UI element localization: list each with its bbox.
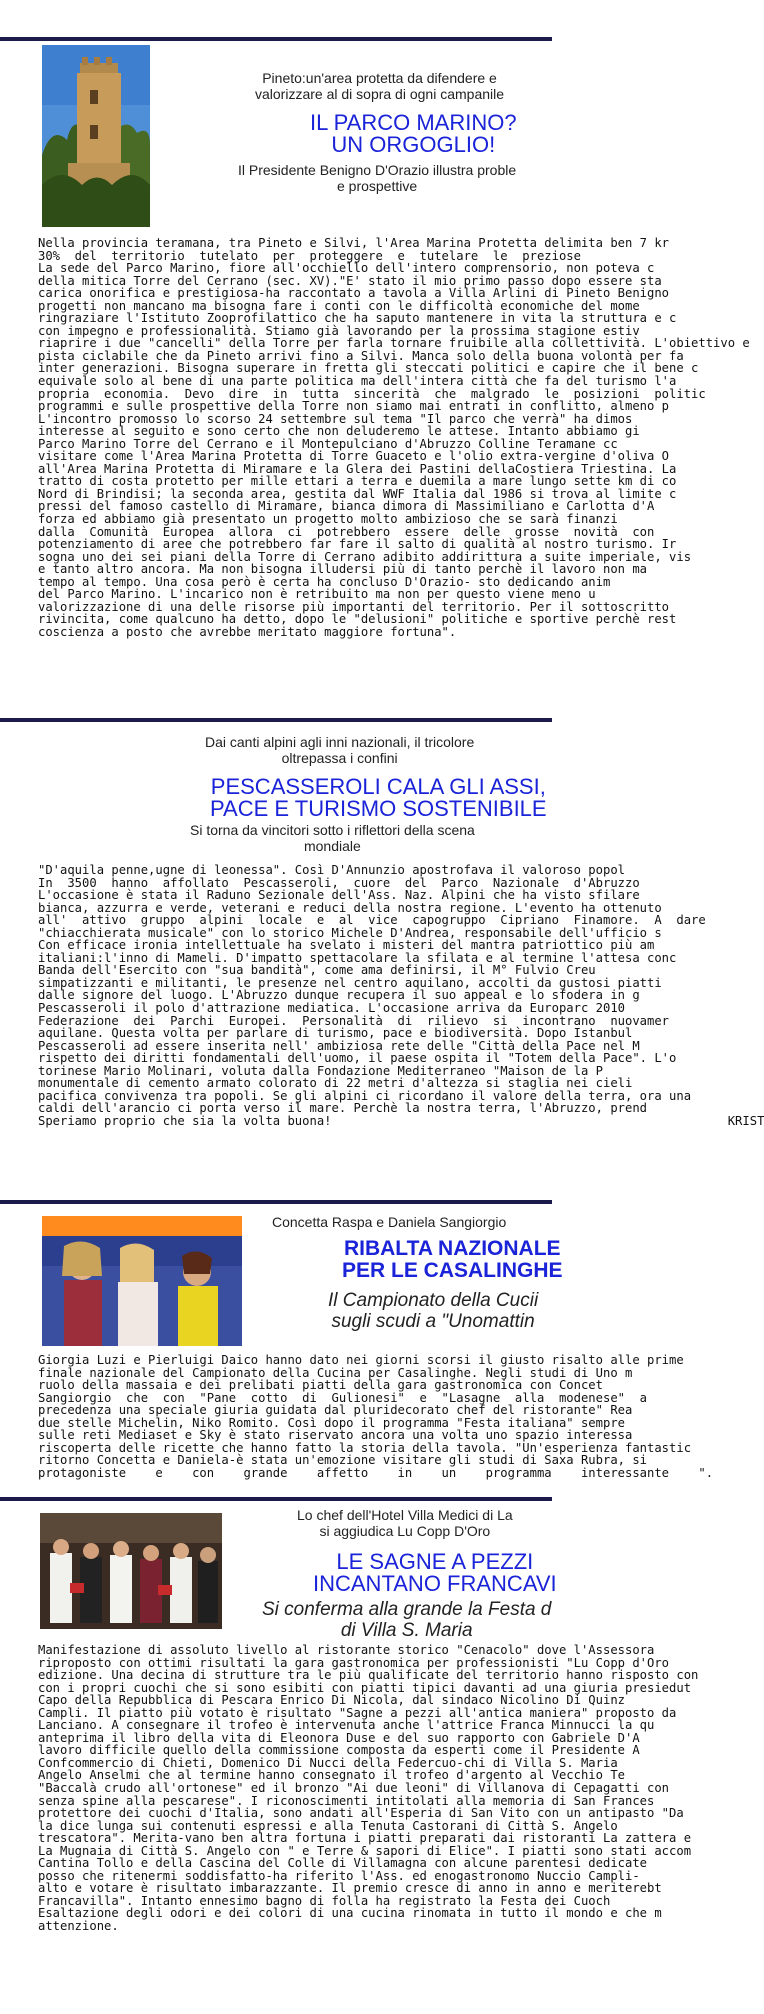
article-kicker: Dai canti alpini agli inni nazionali, il tricolore oltrepassa i confini — [205, 734, 475, 766]
chefs-photo — [40, 1513, 222, 1629]
article-parco-marino — [0, 0, 750, 700]
article-body: Giorgia Luzi e Pierluigi Daico hanno dato nei giorni scorsi il giusto risalto alle prime finale nazionale del Campionato della Cucina per Casalinghe. Negli studi di Uno m ruolo della massaia e dei prelibati piatti della gara gastronomica con Concet Sangiorgio che con "Pane cotto di Gulionesi" e "Lasagne alla modenese" a precedenza una speciale giuria guidata dal pluridecorato chef del ristorante" Rea due stelle Michelin, Niko Romito. Così dopo il programma "Festa italiana" sempre sulle reti Mediaset e Sky è stato riservato ancora una volta uno spazio interessa riscoperta delle ricette che hanno fatto la storia della tavola. "Un'esperienza fantastic ritorno Concetta e Daniela-è stata un'emozione visitare gli studi di Saxa Rubra, si protagoniste e con grande affetto in un programma interessante ". — [38, 1353, 714, 1480]
article-casalinghe — [0, 1202, 714, 1502]
article-kicker: Pineto:un'area protetta da difendere e valorizzare al di sopra di ogni campanile — [255, 70, 505, 102]
article-subtitle: Si torna da vincitori sotto i riflettori della scena mondiale — [190, 822, 475, 854]
tower-photo — [42, 45, 150, 227]
article-body: Nella provincia teramana, tra Pineto e Silvi, l'Area Marina Protetta delimita ben 7 kr 30% del territorio tutelato per proteggere e tutelare le preziose La sede del Parco Marino, fiore all'occhiello dell'intero comprensorio, non poteva c della mitica Torre del Cerrano (sec. XV)."E' stato il mio primo passo dopo essere sta carica onorifica e prestigiosa-ha raccontato a tavola a Villa Arlini di Pineto Benigno progetti non mancano ma bisogna fare i conti con le difficoltà economiche del mome ringraziare l'Istituto Zooprofilattico che ha saputo mantenere in vita la struttura e c con impegno e professionalità. Stiamo già lavorando per la prossima stagione estiv riaprire i due "cancelli" della Torre per farla tornare fruibile alla collettività. L'obiettivo e pista ciclabile che da Pineto arrivi fino a Silvi. Manca solo della buona volontà per fa inter generazioni. Bisogna superare in fretta gli steccati politici e capire che il bene c equivale solo al bene di una parte politica ma dell'intera città che fa del turismo l'a propria economia. Devo dire in tutta sincerità che malgrado le posizioni politic programmi e sulle prospettive della Torre non siamo mai entrati in conflitto, almeno p L'incontro promosso lo scorso 24 settembre sul tema "Il parco che verrà" ha dimos interesse al seguito e sono certo che non deluderemo le attese. Intanto abbiamo gi Parco Marino Torre del Cerrano e il Montepulciano d'Abruzzo Colline Teramane cc visitare come l'Area Marina Protetta di Torre Guaceto e l'olio extra-vergine d'oliva O all'Area Marina Protetta di Miramare e la Glera dei Pastini dellaCostiera Triestina. La tratto di costa protetto per mille ettari a terra e duemila a mare lungo sette km di co Nord di Brindisi; la seconda area, gestita dal WWF Italia dal 1986 si trova al limite c pressi del famoso castello di Miramare, bianca dimora di Massimiliano e Carlotta d'A forza ed abbiamo già presentato un progetto molto ambizioso che se sarà finanzi dalla Comunità Europea allora ci potrebbero essere delle grosse novità con potenziamento di aree che potrebbero far fare il salto di qualità al nostro turismo. Ir sogna uno dei sei piani della Torre di Cerrano adibito addirittura a suite imperiale, vis e tanto altro ancora. Ma non bisogna illudersi più di tanto perchè il lavoro non ma tempo al tempo. Una cosa però è certa ha concluso D'Orazio- sto dedicando anim del Parco Marino. L'incarico non è retribuito ma non per questo viene meno u valorizzazione di una delle risorse più importanti del territorio. Per il sottoscritto rivincita, come qualcuno ha detto, dopo le "delusioni" politiche e sportive perchè rest coscienza a posto che avrebbe meritato maggiore fortuna". — [38, 236, 750, 639]
article-subtitle: Il Presidente Benigno D'Orazio illustra proble e prospettive — [238, 162, 517, 194]
article-title: IL PARCO MARINO? UN ORGOGLIO! — [310, 110, 517, 157]
article-pescasseroli — [0, 720, 764, 1190]
article-kicker: Lo chef dell'Hotel Villa Medici di La si aggiudica Lu Copp D'Oro — [297, 1507, 513, 1539]
article-body: Manifestazione di assoluto livello al ristorante storico "Cenacolo" dove l'Assessora riproposto con ottimi risultati la gara gastronomica per professionisti "Lu Copp d'Oro edizione. Una decina di strutture tra le più qualificate del territorio hanno risposto con con i propri cuochi che si sono esibiti con piatti tipici davanti ad una giuria presiedut Capo della Repubblica di Pescara Enrico Di Nicola, dal sindaco Nicolino Di Quinz Campli. Il piatto più votato è risultato "Sagne a pezzi all'antica maniera" proposto da Lanciano. A consegnare il trofeo è intervenuta anche l'attrice Franca Minnucci la qu anteprima il libro della vita di Eleonora Duse e del suo rapporto con Gabriele D'A lavoro difficile quello della commissione composta da esperti come il Presidente A Confcommercio di Chieti, Domenico Di Nucci della Federcuo-chi di Villa S. Maria Angelo Anselmi che al termine hanno consegnato il trofeo d'argento al Vecchio Te "Baccalà crudo all'ortonese" ed il bronzo "Ai due leoni" di Villanova di Cepagatti con senza spine alla pescarese". I riconoscimenti intitolati alla memoria di San Frances protettore dei cuochi d'Italia, sono andati all'Esperia di San Vito con un antipasto "Da la dice lunga sui contenuti espressi e alla Tenuta Castorani di Città S. Angelo trescatora". Merita-vano ben altra fortuna i piatti preparati dai ristoranti La zattera e La Mugnaia di Città S. Angelo con " e Terre & sapori di Elice". I piatti sono stati accom Cantina Tollo e della Cascina del Colle di Villamagna con alcune parentesi dedicate posso che ritenermi soddisfatto-ha riferito l'Ass. ed enogastronomo Nuccio Campli- alto e votare è risultato imbarazzante. Il premio cresce di anno in anno e meriterebt Francavilla". Intanto ennesimo bagno di folla ha registrato la Festa dei Cuoch Esaltazione degli odori e dei colori di una cucina rinomata in tutto il mondo e che m attenzione. — [38, 1643, 699, 1934]
article-subtitle: Il Campionato della Cucii sugli scudi a "Unomattin — [328, 1290, 539, 1332]
article-subtitle: Si conferma alla grande la Festa d di Villa S. Maria — [262, 1599, 552, 1641]
article-sagne — [0, 1499, 699, 2014]
article-body: "D'aquila penne,ugne di leonessa". Così D'Annunzio apostrofava il valoroso popol In 3500 hanno affollato Pescasseroli, cuore del Parco Nazionale d'Abruzzo L'occasione è stata il Raduno Sezionale dell'Ass. Naz. Alpini che ha visto sfilare bianca, azzurra e verde, veterani e reduci della nostra regione. L'evento ha ottenuto all' attivo gruppo alpini locale e al vice capogruppo Cipriano Finamore. A dare "chiacchierata musicale" con lo storico Michele D'Andrea, responsabile dell'ufficio s Con efficace ironia intellettuale ha svelato i misteri del mantra patriottico più am italiani:l'inno di Mameli. D'impatto spettacolare la sfilata e al termine l'attesa conc Banda dell'Esercito con "sua bandità", come ama definirsi, il M° Fulvio Creu simpatizzanti e militanti, le presenze nel centro aquilano, accolti da gustosi piatti dalle signore del luogo. L'Abruzzo dunque recupera il suo appeal e lo sfodera in g Pescasseroli il polo d'attrazione mediatica. L'occasione arriva da Europarc 2010 Federazione dei Parchi Europei. Personalità di rilievo si incontrano nuovamer aquilane. Questa volta per parlare di turismo, pace e biodiversità. Dopo Istanbul Pescasseroli ad essere inserita nell' ambiziosa rete delle "Città della Pace nel M rispetto dei diritti fondamentali dell'uomo, il paese ospita il "Totem della Pace". L'o torinese Mario Molinari, voluta dalla Fondazione Mediterraneo "Maison de la P monumentale di cemento armato colorato di 22 metri d'altezza si staglia nei cieli pacifica convivenza tra popoli. Se gli alpini ci ricordano il valore della terra, ora una caldi dell'arancio ci porta verso il mare. Perchè la nostra terra, l'Abruzzo, prend Speriamo proprio che sia la volta buona! KRIST — [38, 863, 764, 1128]
article-title: PESCASSEROLI CALA GLI ASSI, PACE E TURISMO SOSTENIBILE — [210, 774, 547, 821]
article-title: LE SAGNE A PEZZI INCANTANO FRANCAVI — [313, 1549, 557, 1596]
article-title: RIBALTA NAZIONALE PER LE CASALINGHE — [342, 1237, 563, 1282]
article-kicker: Concetta Raspa e Daniela Sangiorgio — [272, 1214, 507, 1230]
tv-studio-photo — [42, 1216, 242, 1346]
